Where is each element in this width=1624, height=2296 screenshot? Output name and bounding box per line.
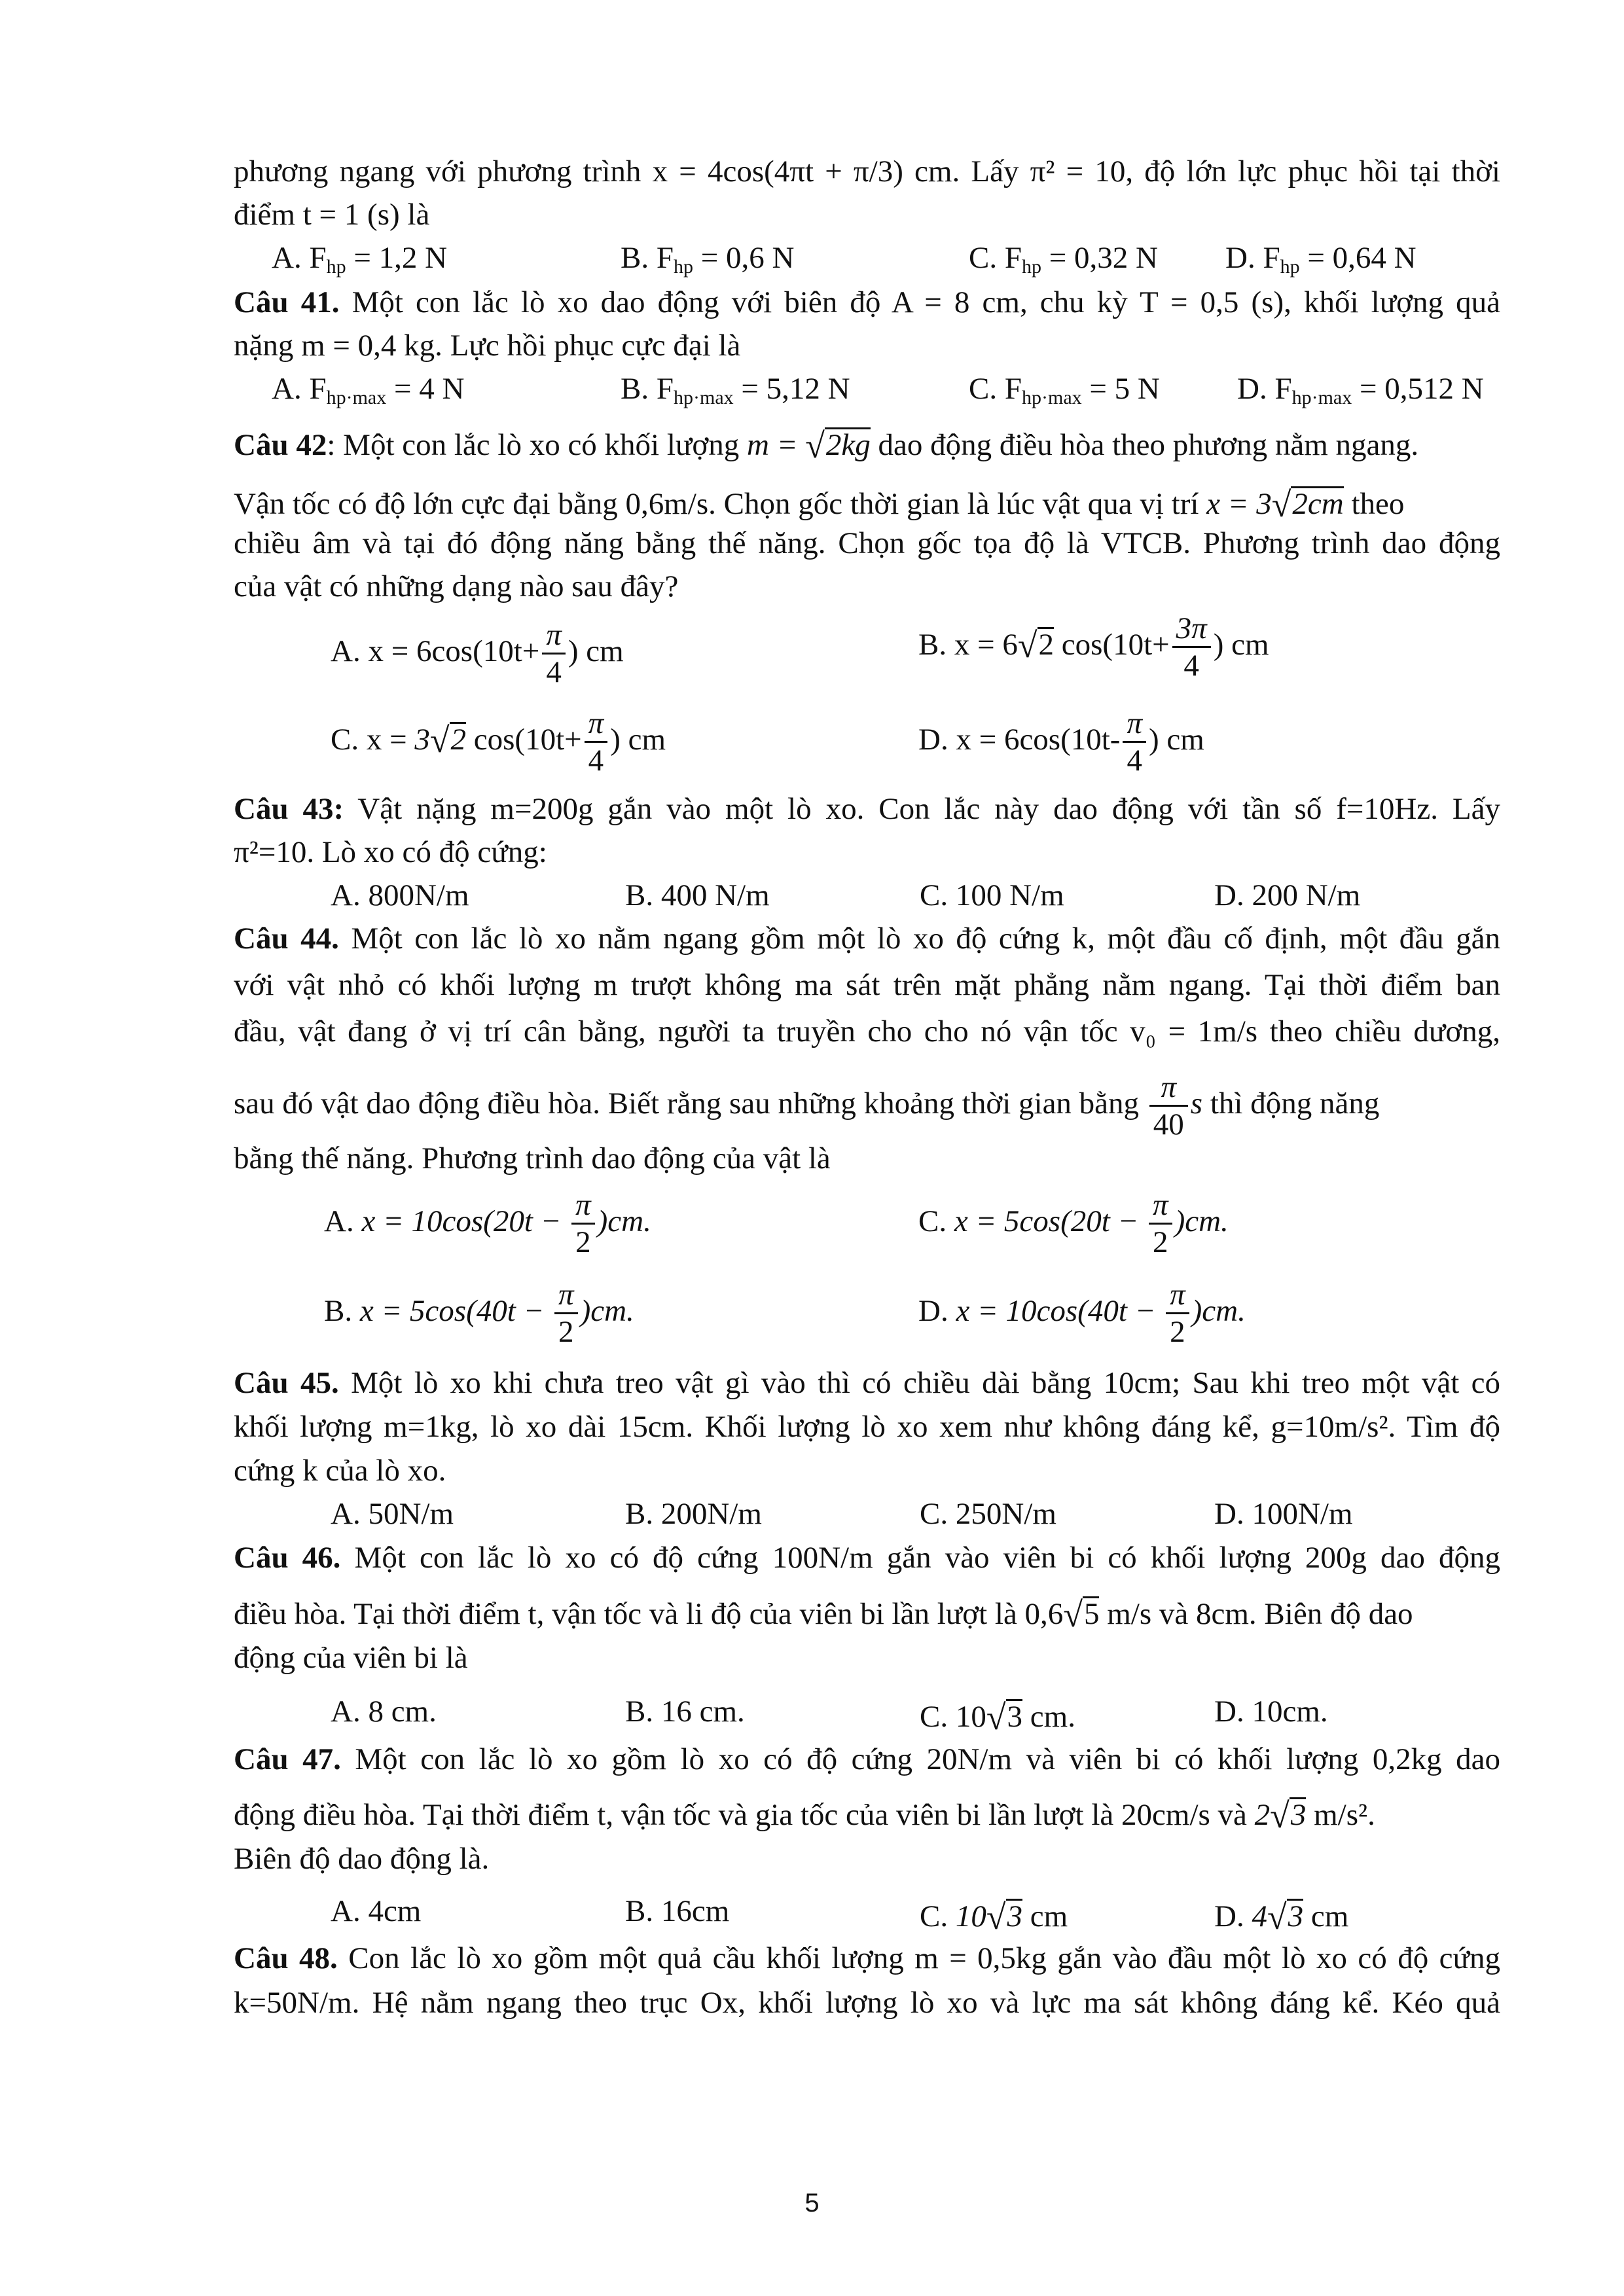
q46-option-d: D. 10cm. — [1214, 1695, 1328, 1729]
q46-text-line1: Câu 46. Một con lắc lò xo có độ cứng 100N/m gắn vào viên bi có khối lượng 200g dao động — [234, 1541, 1500, 1575]
q48-text-line2: k=50N/m. Hệ nằm ngang theo trục Ox, khối lượng lò xo và lực ma sát không đáng kể. Kéo quả — [234, 1986, 1500, 2020]
q41-option-c: C. $F_{hp\cdot max} = 5$ N — [969, 372, 1160, 408]
q40-text-line2: điểm t = 1 (s) là — [234, 198, 430, 232]
q45-text-line1: Câu 45. Một lò xo khi chưa treo vật gì vào thì có chiều dài bằng 10cm; Sau khi treo một vật có — [234, 1366, 1500, 1400]
q43-option-a: A. 800N/m — [331, 878, 469, 912]
q45-text-line3: cứng k của lò xo. — [234, 1454, 446, 1488]
q41-option-a: A. $F_{hp\cdot max} = 4$ N — [272, 372, 465, 408]
q45-text-line2: khối lượng m=1kg, lò xo dài 15cm. Khối lượng lò xo xem như không đáng kể, g=10m/s². Tìm độ — [234, 1410, 1500, 1444]
q44-option-a: A. x = 10cos(20t − $\frac{\pi}{2}$ )cm. — [324, 1188, 651, 1259]
q47-text-line1: Câu 47. Một con lắc lò xo gồm lò xo có độ cứng 20N/m và viên bi có khối lượng 0,2kg dao — [234, 1742, 1500, 1776]
q48-label: Câu 48. — [234, 1941, 338, 1975]
q47-option-a: A. 4cm — [331, 1894, 422, 1928]
q44-text-line5: bằng thế năng. Phương trình dao động của vật là — [234, 1141, 831, 1175]
q44-text-line2: với vật nhỏ có khối lượng m trượt không ma sát trên mặt phẳng nằm ngang. Tại thời điểm ban — [234, 968, 1500, 1002]
page-number: 5 — [804, 2189, 820, 2217]
q42-text-line4: của vật có những dạng nào sau đây? — [234, 569, 679, 603]
q47-text-line2: động điều hòa. Tại thời điểm t, vận tốc và gia tốc của viên bi lần lượt là 20cm/s và 2√3 m/s². — [234, 1796, 1375, 1835]
q42-option-b: B. x = 6√2 cos(10t+ $\frac{3\pi}{4}$ ) cm — [918, 611, 1269, 683]
q44-text-line3: đầu, vật đang ở vị trí cân bằng, người ta truyền cho cho nó vận tốc v₀ = 1m/s theo chiều dương, — [234, 1014, 1500, 1049]
q43-option-b: B. 400 N/m — [625, 878, 770, 912]
q42-text-line2: Vận tốc có độ lớn cực đại bằng 0,6m/s. Chọn gốc thời gian là lúc vật qua vị trí x = 3√2cm theo — [234, 485, 1405, 524]
q40-option-c: C. $F_{hp} = 0,32$ N — [969, 241, 1158, 278]
q43-option-d: D. 200 N/m — [1214, 878, 1361, 912]
q42-text-line3: chiều âm và tại đó động năng bằng thế năng. Chọn gốc tọa độ là VTCB. Phương trình dao động — [234, 526, 1500, 560]
q40-text-line1: phương ngang với phương trình x = 4cos(4πt + π/3) cm. Lấy π² = 10, độ lớn lực phục hồi tại thời — [234, 154, 1500, 188]
q45-option-c: C. 250N/m — [920, 1497, 1056, 1531]
q45-option-a: A. 50N/m — [331, 1497, 454, 1531]
q46-option-c: C. 10√3 cm. — [920, 1698, 1075, 1737]
q45-option-d: D. 100N/m — [1214, 1497, 1353, 1531]
q43-option-c: C. 100 N/m — [920, 878, 1064, 912]
q42-option-a: A. x = 6cos(10t+ $\frac{\pi}{4}$ ) cm — [331, 618, 624, 689]
q47-label: Câu 47. — [234, 1742, 341, 1776]
q46-option-a: A. 8 cm. — [331, 1695, 437, 1729]
q46-text-line2: điều hòa. Tại thời điểm t, vận tốc và li độ của viên bi lần lượt là 0,6√5 m/s và 8cm. Biên độ dao — [234, 1595, 1413, 1634]
q41-option-d: D. $F_{hp\cdot max} = 0,512$ N — [1237, 372, 1484, 408]
q40-option-d: D. $F_{hp} = 0,64$ N — [1225, 241, 1416, 278]
q45-label: Câu 45. — [234, 1366, 339, 1400]
q42-label: Câu 42 — [234, 428, 327, 462]
q46-label: Câu 46. — [234, 1541, 341, 1575]
q43-text-line1: Câu 43: Vật nặng m=200g gắn vào một lò xo. Con lắc này dao động với tần số f=10Hz. Lấy — [234, 792, 1501, 826]
q40-option-a: A. $F_{hp} = 1,2$ N — [272, 241, 448, 278]
q42-option-c: C. x = 3√2 cos(10t+ $\frac{\pi}{4}$ ) cm — [331, 706, 666, 778]
q47-text-line3: Biên độ dao động là. — [234, 1842, 490, 1876]
q44-text-line4: sau đó vật dao động điều hòa. Biết rằng sau những khoảng thời gian bằng $\frac{\pi}{40}$ s thì động năng — [234, 1070, 1380, 1141]
q44-text-line1: Câu 44. Một con lắc lò xo nằm ngang gồm một lò xo độ cứng k, một đầu cố định, một đầu gắn — [234, 922, 1500, 956]
q46-text-line3: động của viên bi là — [234, 1641, 468, 1675]
q47-option-b: B. 16cm — [625, 1894, 730, 1928]
q43-text-line2: π²=10. Lò xo có độ cứng: — [234, 835, 547, 869]
q41-text-line2: nặng m = 0,4 kg. Lực hồi phục cực đại là — [234, 329, 741, 363]
q46-option-b: B. 16 cm. — [625, 1695, 745, 1729]
q42-option-d: D. x = 6cos(10t- $\frac{\pi}{4}$ ) cm — [918, 706, 1204, 778]
q47-option-d: D. 4√3 cm — [1214, 1897, 1349, 1937]
q48-text-line1: Câu 48. Con lắc lò xo gồm một quả cầu khối lượng m = 0,5kg gắn vào đầu một lò xo có độ cứng — [234, 1941, 1500, 1975]
q42-text-line1: Câu 42: Một con lắc lò xo có khối lượng m = √2kg dao động điều hòa theo phương nằm ngang. — [234, 426, 1419, 465]
q44-label: Câu 44. — [234, 922, 339, 956]
q44-option-d: D. x = 10cos(40t − $\frac{\pi}{2}$ )cm. — [918, 1278, 1246, 1349]
q41-label: Câu 41. — [234, 285, 340, 319]
q40-option-b: B. $F_{hp} = 0,6$ N — [621, 241, 795, 278]
q44-option-b: B. x = 5cos(40t − $\frac{\pi}{2}$ )cm. — [324, 1278, 634, 1349]
q47-option-c: C. 10√3 cm — [920, 1897, 1068, 1937]
q41-option-b: B. $F_{hp\cdot max} = 5,12$ N — [621, 372, 850, 408]
q44-option-c: C. x = 5cos(20t − $\frac{\pi}{2}$ )cm. — [918, 1188, 1229, 1259]
q43-label: Câu 43: — [234, 792, 344, 826]
q41-text-line1: Câu 41. Một con lắc lò xo dao động với biên độ A = 8 cm, chu kỳ T = 0,5 (s), khối lượng quả — [234, 285, 1500, 319]
q45-option-b: B. 200N/m — [625, 1497, 762, 1531]
